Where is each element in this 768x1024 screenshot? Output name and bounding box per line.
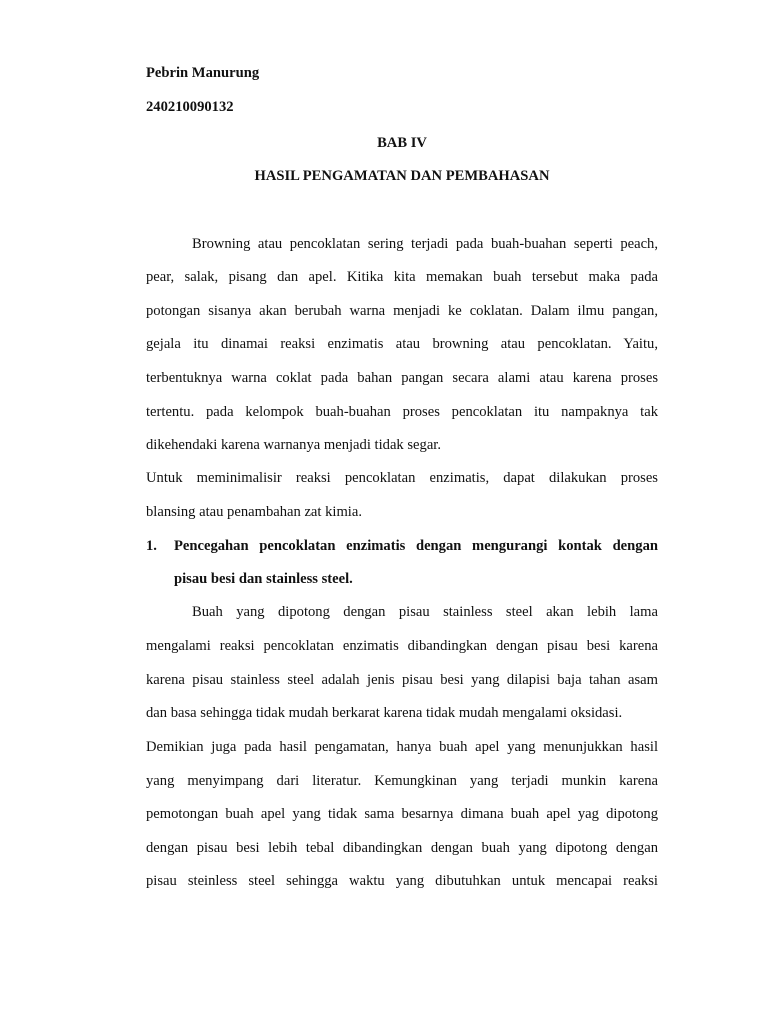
section-number: 1. <box>146 538 157 554</box>
paragraph-line: Browning atau pencoklatan sering terjadi pada buah-buahan seperti peach, <box>192 236 658 252</box>
paragraph-line: potongan sisanya akan berubah warna menjadi ke coklatan. Dalam ilmu pangan, <box>146 303 658 319</box>
paragraph-line: tertentu. pada kelompok buah-buahan proses pencoklatan itu nampaknya tak <box>146 404 658 420</box>
paragraph-line: pear, salak, pisang dan apel. Kitika kita memakan buah tersebut maka pada <box>146 269 658 285</box>
paragraph-line: Buah yang dipotong dengan pisau stainless steel akan lebih lama <box>192 604 658 620</box>
paragraph-line: pemotongan buah apel yang tidak sama besarnya dimana buah apel yag dipotong <box>146 806 658 822</box>
author-name: Pebrin Manurung <box>146 65 260 81</box>
paragraph-line: gejala itu dinamai reaksi enzimatis atau browning atau pencoklatan. Yaitu, <box>146 336 658 352</box>
chapter-title: HASIL PENGAMATAN DAN PEMBAHASAN <box>254 168 550 184</box>
paragraph-line: Demikian juga pada hasil pengamatan, hanya buah apel yang menunjukkan hasil <box>146 739 658 755</box>
paragraph-line: pisau steinless steel sehingga waktu yang dibutuhkan untuk mencapai reaksi <box>146 873 658 889</box>
paragraph-line: karena pisau stainless steel adalah jenis pisau besi yang dilapisi baja tahan asam <box>146 672 658 688</box>
paragraph-line: dikehendaki karena warnanya menjadi tidak segar. <box>146 437 441 453</box>
section-heading: pisau besi dan stainless steel. <box>174 571 353 587</box>
paragraph-line: dan basa sehingga tidak mudah berkarat karena tidak mudah mengalami oksidasi. <box>146 705 623 721</box>
chapter-label: BAB IV <box>377 135 427 151</box>
student-id: 240210090132 <box>146 99 234 115</box>
paragraph-line: Untuk meminimalisir reaksi pencoklatan enzimatis, dapat dilakukan proses <box>146 470 658 486</box>
paragraph-line: terbentuknya warna coklat pada bahan pangan secara alami atau karena proses <box>146 370 658 386</box>
paragraph-line: blansing atau penambahan zat kimia. <box>146 504 362 520</box>
section-heading: Pencegahan pencoklatan enzimatis dengan mengurangi kontak dengan <box>174 538 658 554</box>
paragraph-line: yang menyimpang dari literatur. Kemungkinan yang terjadi munkin karena <box>146 773 658 789</box>
paragraph-line: mengalami reaksi pencoklatan enzimatis dibandingkan dengan pisau besi karena <box>146 638 658 654</box>
paragraph-line: dengan pisau besi lebih tebal dibandingkan dengan buah yang dipotong dengan <box>146 840 658 856</box>
